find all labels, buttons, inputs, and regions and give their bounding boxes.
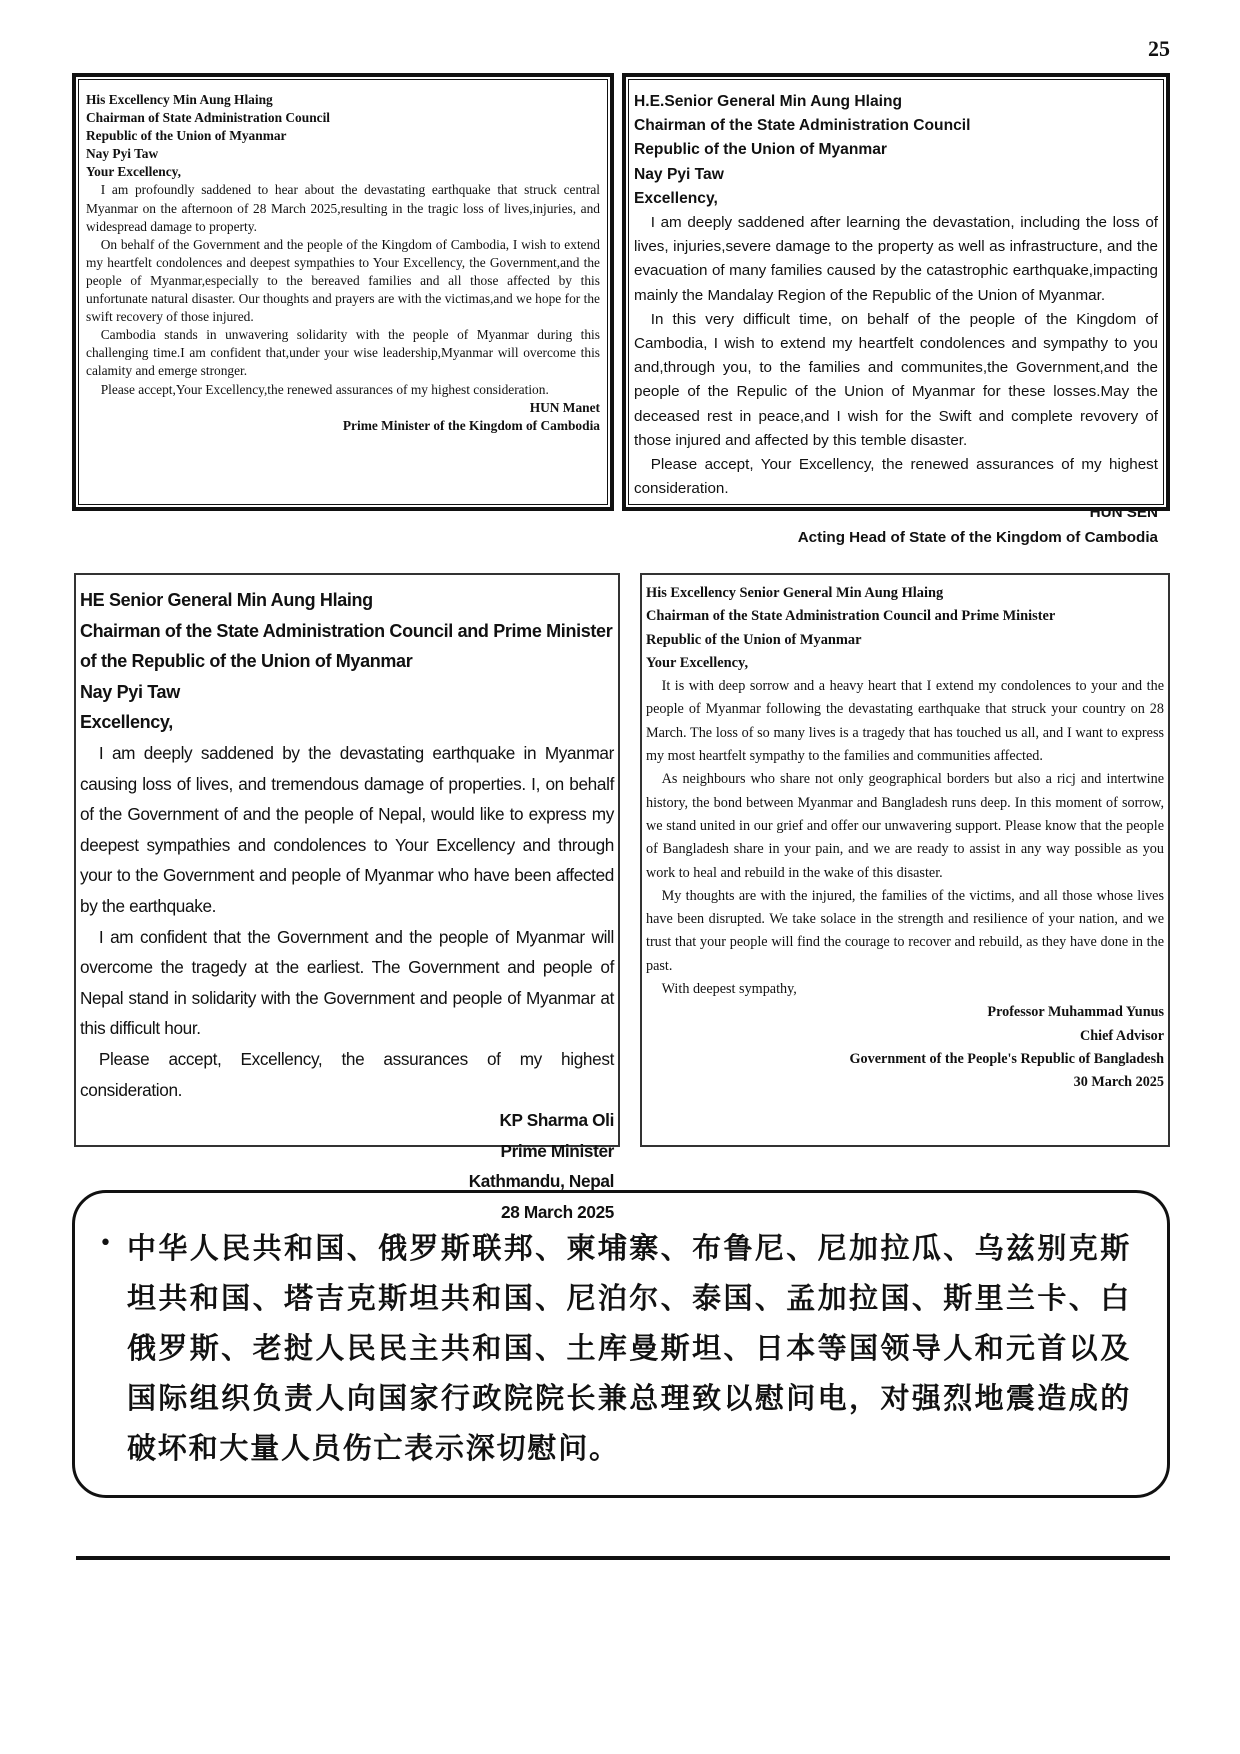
letter-paragraph: I am profoundly saddened to hear about the devastating earthquake that struck central Myanmar on the afternoon of 28 March 2025,resulting in the tragic loss of lives,injuries, and widespread damage to property.: [86, 182, 600, 234]
address-line: Chairman of State Administration Council: [86, 110, 331, 126]
salutation: Your Excellency,: [646, 654, 749, 671]
letter-paragraph: In this very difficult time, on behalf of the people of the Kingdom of Cambodia, I wish to extend my heartfelt condolences and sympathy to you and,through you, to the families and communites,the Government,and the people of the Repulic of the Union of Myanmar for these losses.May the deceased rest in peace,and I wish for the Swift and complete revovery of those injured and affected by this temble disaster.: [634, 310, 1158, 449]
address-line: His Excellency Senior General Min Aung Hlaing: [646, 585, 944, 601]
letter-address: [646, 582, 1164, 675]
signatory-name: Professor Muhammad Yunus: [987, 1004, 1164, 1021]
letter-address: [634, 90, 1158, 211]
address-line: Nay Pyi Taw: [80, 681, 180, 702]
address-line: H.E.Senior General Min Aung Hlaing: [634, 93, 903, 110]
condolence-letter-bangladesh: [640, 573, 1170, 1147]
signatory-title: Prime Minister: [500, 1140, 614, 1161]
salutation: Excellency,: [80, 712, 173, 733]
letter-paragraph: With deepest sympathy,: [661, 981, 797, 998]
letter-body: [634, 211, 1158, 501]
signatory-name: HUN SEN: [1089, 504, 1158, 522]
signatory-title: Chief Advisor: [1080, 1027, 1164, 1044]
letter-paragraph: On behalf of the Government and the people of the Kingdom of Cambodia, I wish to extend my heartfelt condolences and deepest sympathies to Your Excellency, the Government,and the people of Myanmar,especially to the bereaved families and all those affected by this unfortunate natural disaster. Our thoughts and prayers are with the victimas,and we hope for the swift recovery of those injured.: [86, 236, 600, 325]
address-line: His Excellency Min Aung Hlaing: [86, 92, 273, 107]
signatory-place: Kathmandu, Nepal: [468, 1171, 614, 1192]
letter-paragraph: My thoughts are with the injured, the families of the victims, and all those whose lives have been disrupted. We take solace in the strength and resilience of your nation, and we trust that your people will find the courage to recover and rebuild, as they have done in the past.: [646, 887, 1164, 974]
signatory-title: Prime Minister of the Kingdom of Cambodia: [342, 417, 600, 433]
signatory-name: KP Sharma Oli: [499, 1110, 614, 1131]
letter-body: [80, 738, 614, 1105]
letter-signature: [646, 1001, 1164, 1094]
address-line: Chairman of the State Administration Council and Prime Minister: [646, 608, 1056, 625]
letter-signature: [634, 501, 1158, 549]
address-line: Chairman of the State Administration Council and Prime Minister of the Republic of the Union of Myanmar: [80, 620, 613, 672]
letter-paragraph: Please accept, Excellency, the assurances of my highest consideration.: [80, 1048, 614, 1100]
letter-paragraph: It is with deep sorrow and a heavy heart that I extend my condolences to your and the people of Myanmar following the devastating earthquake that struck your country on 28 March. The loss of so many lives is a tragedy that has touched us all, and I want to express my most heartfelt sympathy to the families and communities affected.: [646, 678, 1164, 765]
address-line: Chairman of the State Administration Council: [634, 117, 971, 135]
salutation: Excellency,: [634, 189, 718, 207]
letter-signature: [86, 399, 600, 435]
letter-address: [86, 91, 600, 181]
condolence-letter-cambodia-pm: [72, 73, 614, 511]
address-line: Republic of the Union of Myanmar: [86, 128, 287, 144]
letter-paragraph: Cambodia stands in unwavering solidarity with the people of Myanmar during this challenging time.I am confident that,under your wise leadership,Myanmar will overcome this calamity and emerge stronger.: [86, 327, 600, 379]
letter-address: [80, 585, 614, 738]
page-number: 25: [1148, 36, 1170, 61]
letter-paragraph: I am deeply saddened by the devastating earthquake in Myanmar causing loss of lives, and tremendous damage of properties. I, on behalf of the Government of and the people of Nepal, would like to express my deepest sympathies and condolences to Your Excellency and through your to the Government and people of Myanmar who have been affected by the earthquake.: [80, 742, 614, 916]
address-line: Republic of the Union of Myanmar: [634, 141, 887, 159]
condolence-letter-nepal: [74, 573, 620, 1222]
letter-body: [646, 675, 1164, 1001]
salutation: Your Excellency,: [86, 164, 181, 180]
letter-paragraph: Please accept, Your Excellency, the renewed assurances of my highest consideration.: [634, 456, 1158, 498]
summary-note-text: 中华人民共和国、俄罗斯联邦、柬埔寨、布鲁尼、尼加拉瓜、乌兹别克斯坦共和国、塔吉克斯坦共和国、尼泊尔、泰国、孟加拉国、斯里兰卡、白俄罗斯、老挝人民民主共和国、土库曼斯坦、日本等国领导人和元首以及国际组织负责人向国家行政院院长兼总理致以慰问电，对强烈地震造成的破坏和大量人员伤亡表示深切慰问。: [127, 1231, 1131, 1465]
footer-divider: [76, 1556, 1170, 1560]
letter-paragraph: As neighbours who share not only geographical borders but also a ricj and intertwine history, the bond between Myanmar and Bangladesh runs deep. In this moment of sorrow, we stand united in our grief and offer our unwavering support. Please know that the people of Bangladesh share in your pain, and we are ready to assist in any way possible as you work to heal and rebuild in the wake of this disaster.: [646, 771, 1164, 881]
signatory-organization: Government of the People's Republic of Bangladesh: [849, 1050, 1164, 1067]
address-line: HE Senior General Min Aung Hlaing: [80, 590, 373, 610]
letter-paragraph: I am confident that the Government and the people of Myanmar will overcome the tragedy at the earliest. The Government and people of Nepal stand in solidarity with the Government and people of Myanmar at this difficult hour.: [80, 926, 614, 1039]
condolence-letter-cambodia-head-of-state: [622, 73, 1170, 546]
signatory-title: Acting Head of State of the Kingdom of Cambodia: [797, 528, 1158, 546]
address-line: Nay Pyi Taw: [86, 146, 159, 162]
signatory-name: HUN Manet: [529, 399, 600, 415]
bullet-icon: •: [99, 1231, 112, 1256]
letter-paragraph: I am deeply saddened after learning the devastation, including the loss of lives, injuries,severe damage to the property as well as infrastructure, and the evacuation of many families caused by the catastrophic earthquake,impacting mainly the Mandalay Region of the Republic of the Union of Myanmar.: [634, 214, 1158, 304]
address-line: Republic of the Union of Myanmar: [646, 631, 862, 648]
letter-body: [86, 181, 600, 398]
address-line: Nay Pyi Taw: [634, 165, 724, 183]
letter-paragraph: Please accept,Your Excellency,the renewed assurances of my highest consideration.: [100, 381, 549, 397]
letter-date: 30 March 2025: [1073, 1074, 1164, 1091]
letter-date: 28 March 2025: [501, 1201, 614, 1222]
summary-note-box: [72, 1190, 1170, 1498]
